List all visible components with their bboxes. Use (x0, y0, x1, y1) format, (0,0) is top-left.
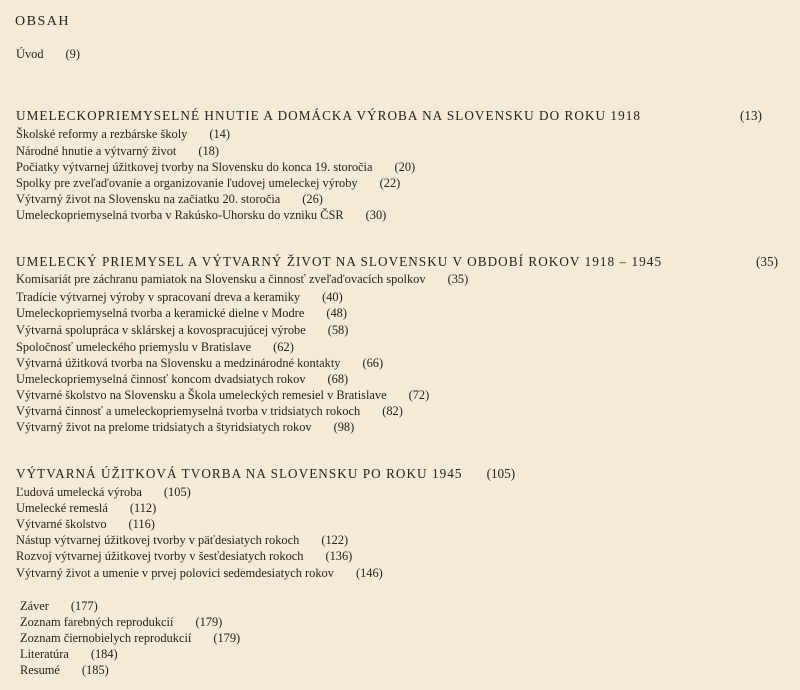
toc-entry-label: Rozvoj výtvarnej úžitkovej tvorby v šesťdesiatych rokoch (16, 549, 304, 563)
toc-entry-label: Tradície výtvarnej výroby v spracovaní dreva a keramiky (16, 290, 301, 304)
toc-entry[interactable] (16, 191, 323, 207)
toc-entry-back-matter[interactable] (20, 598, 98, 614)
toc-entry-label: Umeleckopriemyselná činnosť koncom dvadsiatych rokov (16, 372, 306, 386)
toc-entry[interactable] (16, 126, 230, 142)
section-heading-1[interactable] (16, 107, 641, 124)
section-heading-page: (35) (756, 254, 778, 269)
section-heading-page: (105) (486, 466, 516, 481)
toc-entry[interactable] (16, 339, 294, 355)
toc-entry-page: (112) (129, 501, 157, 515)
toc-entry[interactable] (16, 387, 429, 403)
section-heading-text: UMELECKOPRIEMYSELNÉ HNUTIE A DOMÁCKA VÝROBA NA SLOVENSKU DO ROKU 1918 (16, 108, 642, 123)
toc-entry-page: (136) (325, 549, 353, 563)
toc-entry-back-matter[interactable] (20, 630, 240, 646)
toc-entry-label: Ľudová umelecká výroba (16, 485, 142, 499)
toc-entry-page: (48) (326, 306, 347, 320)
page-title: OBSAH (15, 14, 70, 29)
toc-entry-page: (20) (394, 160, 416, 174)
toc-entry-label: Záver (20, 599, 49, 613)
toc-entry-label: Literatúra (20, 647, 69, 661)
toc-entry-page: (122) (321, 533, 349, 547)
toc-entry[interactable] (16, 516, 155, 532)
toc-entry-back-matter[interactable] (20, 614, 222, 630)
toc-entry-page: (18) (198, 144, 219, 158)
toc-entry[interactable] (16, 271, 468, 287)
toc-entry[interactable] (16, 175, 400, 191)
toc-entry-page: (58) (327, 323, 349, 337)
toc-entry-label: Výtvarná úžitková tvorba na Slovensku a medzinárodné kontakty (16, 356, 341, 370)
section-heading-3[interactable] (16, 465, 515, 482)
toc-entry[interactable] (16, 565, 383, 581)
toc-entry[interactable] (16, 159, 415, 175)
toc-entry-page: (146) (355, 566, 383, 580)
toc-entry-label: Umeleckopriemyselná tvorba a keramické dielne v Modre (16, 306, 305, 320)
toc-entry-label: Výtvarný život a umenie v prvej polovici sedemdesiatych rokov (16, 566, 334, 580)
toc-entry-page: (116) (128, 517, 155, 531)
toc-entry-label: Nástup výtvarnej úžitkovej tvorby v päťdesiatych rokoch (16, 533, 300, 547)
section-heading-text: VÝTVARNÁ ÚŽITKOVÁ TVORBA NA SLOVENSKU PO ROKU 1945 (16, 466, 463, 481)
toc-entry[interactable] (16, 500, 156, 516)
toc-entry-label: Komisariát pre záchranu pamiatok na Slovensku a činnosť zveľaďovacích spolkov (16, 272, 426, 286)
toc-entry-page: (184) (90, 647, 118, 661)
toc-entry-label: Výtvarný život na Slovensku na začiatku 20. storočia (16, 192, 281, 206)
section-heading-2[interactable] (16, 253, 662, 270)
toc-entry-page: (14) (209, 127, 231, 141)
toc-entry[interactable] (16, 419, 354, 435)
toc-entry[interactable] (16, 322, 348, 338)
toc-entry-label: Výtvarné školstvo na Slovensku a Škola umeleckých remesiel v Bratislave (16, 388, 387, 402)
toc-entry-page: (68) (327, 372, 349, 386)
toc-entry[interactable] (16, 484, 191, 500)
toc-entry-label: Výtvarná činnosť a umeleckopriemyselná tvorba v tridsiatych rokoch (16, 404, 361, 418)
toc-entry-label: Počiatky výtvarnej úžitkovej tvorby na Slovensku do konca 19. storočia (16, 160, 373, 174)
toc-entry[interactable] (16, 143, 219, 159)
toc-entry-page: (82) (382, 404, 403, 418)
toc-entry-label: Resumé (20, 663, 60, 677)
toc-entry[interactable] (16, 305, 347, 321)
toc-entry-page: (35) (447, 272, 469, 286)
toc-entry[interactable] (16, 548, 352, 564)
section-heading-text: UMELECKÝ PRIEMYSEL A VÝTVARNÝ ŽIVOT NA SLOVENSKU V OBDOBÍ ROKOV 1918 – 1945 (16, 254, 663, 269)
toc-entry-page: (30) (365, 208, 387, 222)
toc-entry-label: Výtvarný život na prelome tridsiatych a štyridsiatych rokov (16, 420, 312, 434)
toc-entry-label: Umeleckopriemyselná tvorba v Rakúsko-Uhorsku do vzniku ČSR (16, 208, 344, 222)
toc-entry-label: Výtvarná spolupráca v sklárskej a kovospracujúcej výrobe (16, 323, 306, 337)
toc-entry-page: (22) (379, 176, 401, 190)
toc-entry-page: (9) (65, 47, 80, 61)
toc-entry-intro[interactable] (16, 46, 80, 62)
toc-entry-page: (179) (213, 631, 241, 645)
toc-entry[interactable] (16, 532, 348, 548)
toc-entry[interactable] (16, 403, 403, 419)
toc-entry-label: Úvod (16, 47, 44, 61)
toc-entry[interactable] (16, 371, 348, 387)
toc-entry-page: (98) (333, 420, 355, 434)
toc-entry-label: Zoznam farebných reprodukcií (20, 615, 174, 629)
section-heading-page: (13) (740, 108, 762, 123)
toc-entry-page: (179) (195, 615, 223, 629)
toc-entry-page: (40) (322, 290, 343, 304)
toc-entry-back-matter[interactable] (20, 662, 109, 678)
toc-entry-back-matter[interactable] (20, 646, 118, 662)
toc-entry-label: Zoznam čiernobielych reprodukcií (20, 631, 192, 645)
toc-entry-page: (72) (408, 388, 430, 402)
toc-entry-label: Výtvarné školstvo (16, 517, 107, 531)
toc-entry[interactable] (16, 355, 383, 371)
toc-entry-label: Spolky pre zveľaďovanie a organizovanie ľudovej umeleckej výroby (16, 176, 358, 190)
toc-entry-label: Národné hnutie a výtvarný život (16, 144, 177, 158)
toc-entry-label: Umelecké remeslá (16, 501, 108, 515)
toc-entry-label: Školské reformy a rezbárske školy (16, 127, 188, 141)
toc-entry[interactable] (16, 207, 386, 223)
toc-entry-page: (105) (163, 485, 191, 499)
toc-entry-page: (26) (302, 192, 323, 206)
toc-entry-page: (66) (362, 356, 384, 370)
toc-entry-page: (62) (273, 340, 294, 354)
toc-entry[interactable] (16, 289, 343, 305)
toc-entry-page: (177) (70, 599, 98, 613)
toc-entry-page: (185) (81, 663, 109, 677)
toc-entry-label: Spoločnosť umeleckého priemyslu v Bratislave (16, 340, 252, 354)
